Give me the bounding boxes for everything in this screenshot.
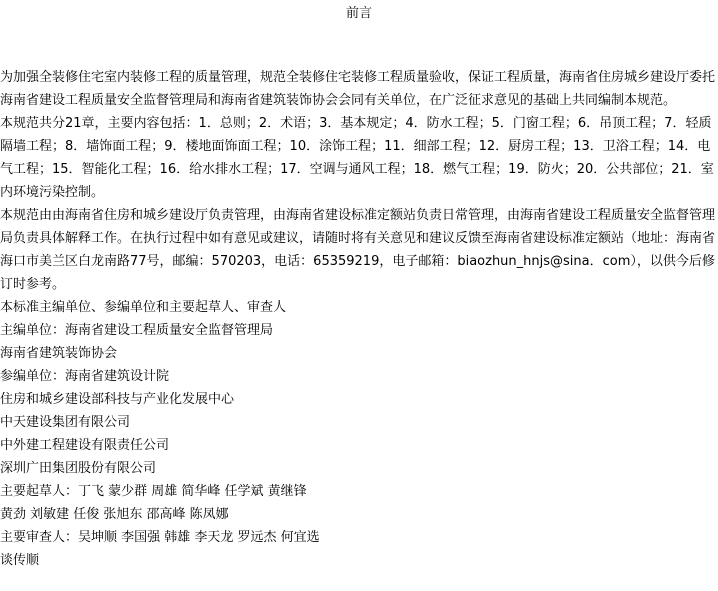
document-body — [0, 66, 716, 572]
participating-unit-3: 中天建设集团有限公司 — [0, 415, 131, 430]
contributors-heading: 本标准主编单位、参编单位和主要起草人、审查人 — [0, 300, 287, 315]
document-title: 前言 — [345, 6, 372, 21]
main-drafters: 主要起草人：丁飞 蒙少群 周雄 简华峰 任学斌 黄继锋 — [0, 484, 307, 499]
chief-editor-unit: 主编单位：海南省建设工程质量安全监督管理局 — [0, 323, 274, 338]
main-reviewers-2: 谈传顺 — [0, 553, 40, 568]
participating-unit: 参编单位：海南省建筑设计院 — [0, 369, 170, 384]
management-paragraph: 本规范由由海南省住房和城乡建设厅负责管理，由海南省建设标准定额站负责日常管理，由海南省建设工程质量安全监督管理局负责具体解释工作。在执行过程中如有意见或建议，请随时将有关意见和建议反馈至海南省建设标准定额站（地址：海南省海口市美兰区白龙南路77号，邮编：570203，电话：65359219，电子邮箱：biaozhun_hnjs@sina．com），以供今后修订时参考。 — [0, 208, 716, 292]
participating-unit-5: 深圳广田集团股份有限公司 — [0, 461, 157, 476]
main-drafters-2: 黄劲 刘敏建 任俊 张旭东 邵高峰 陈凤娜 — [0, 507, 229, 522]
intro-paragraph: 为加强全装修住宅室内装修工程的质量管理，规范全装修住宅装修工程质量验收，保证工程质量，海南省住房城乡建设厅委托海南省建设工程质量安全监督管理局和海南省建筑装饰协会会同有关单位，在广泛征求意见的基础上共同编制本规范。 — [0, 70, 716, 108]
participating-unit-4: 中外建工程建设有限责任公司 — [0, 438, 170, 453]
chief-editor-unit-2: 海南省建筑装饰协会 — [0, 346, 118, 361]
main-reviewers: 主要审查人：吴坤顺 李国强 韩雄 李天龙 罗远杰 何宜选 — [0, 530, 320, 545]
contents-paragraph: 本规范共分21章，主要内容包括：1．总则；2．术语；3．基本规定；4．防水工程；5．门窗工程；6．吊顶工程；7．轻质隔墙工程；8．墙饰面工程；9．楼地面饰面工程；10．涂饰工程；11．细部工程；12．厨房工程；13．卫浴工程；14．电气工程；15．智能化工程；16．给水排水工程；17．空调与通风工程；18．燃气工程；19．防火；20．公共部位；21．室内环境污染控制。 — [0, 116, 714, 200]
participating-unit-2: 住房和城乡建设部科技与产业化发展中心 — [0, 392, 235, 407]
